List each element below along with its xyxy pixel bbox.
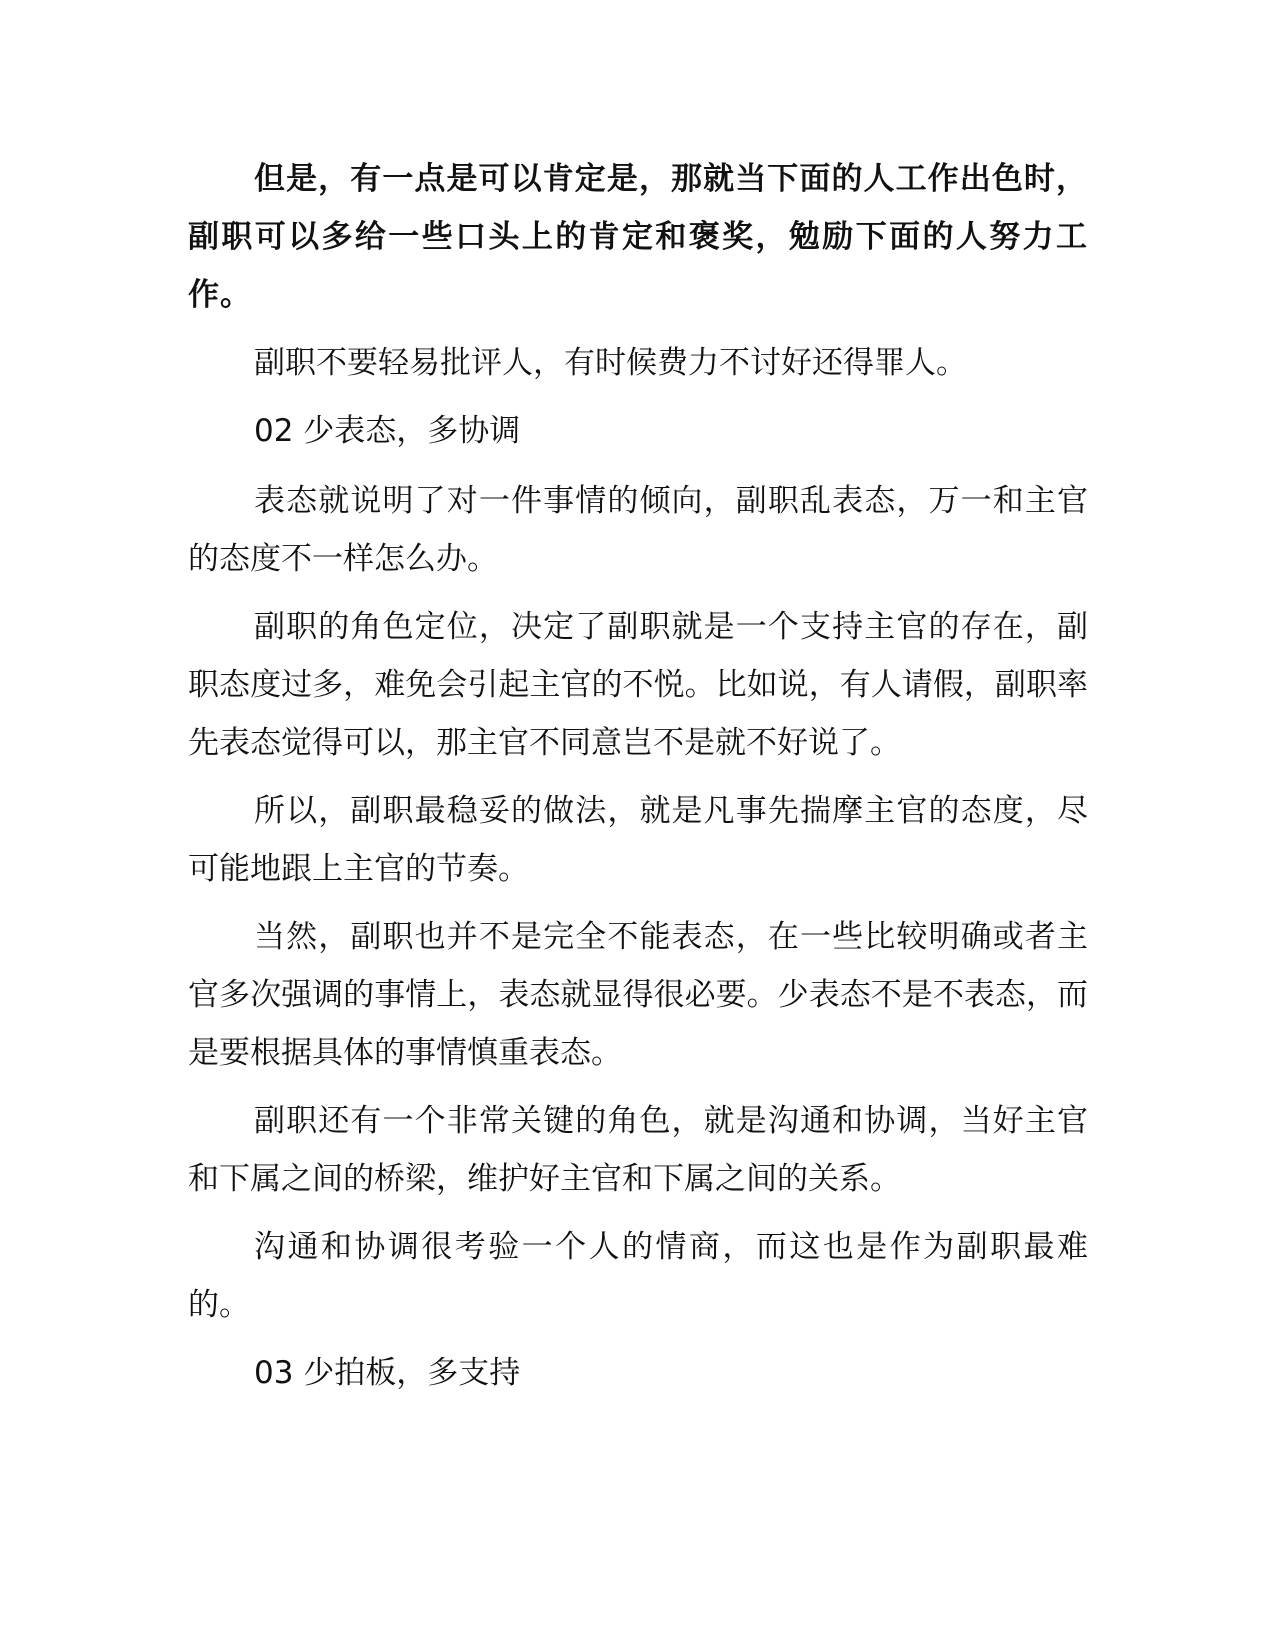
paragraph-safe-approach: 所以，副职最稳妥的做法，就是凡事先揣摩主官的态度，尽可能地跟上主官的节奏。 — [188, 793, 1088, 887]
paragraph-when-to-state: 当然，副职也并不是完全不能表态，在一些比较明确或者主官多次强调的事情上，表态就显得很必要。少表态不是不表态，而是要根据具体的事情慎重表态。 — [188, 919, 1088, 1071]
paragraph-praise: 但是，有一点是可以肯定是，那就当下面的人工作出色时，副职可以多给一些口头上的肯定和褒奖，勉励下面的人努力工作。 — [188, 161, 1088, 313]
paragraph-stance: 表态就说明了对一件事情的倾向，副职乱表态，万一和主官的态度不一样怎么办。 — [188, 483, 1088, 577]
paragraph-role: 副职的角色定位，决定了副职就是一个支持主官的存在，副职态度过多，难免会引起主官的不悦。比如说，有人请假，副职率先表态觉得可以，那主官不同意岂不是就不好说了。 — [188, 609, 1088, 761]
document-body — [188, 150, 1088, 1414]
paragraph-eq: 沟通和协调很考验一个人的情商，而这也是作为副职最难的。 — [188, 1229, 1088, 1323]
paragraph-coordination: 副职还有一个非常关键的角色，就是沟通和协调，当好主官和下属之间的桥梁，维护好主官和下属之间的关系。 — [188, 1103, 1088, 1197]
section-heading-03: 03 少拍板，多支持 — [254, 1355, 521, 1391]
section-heading-02: 02 少表态，多协调 — [254, 413, 521, 449]
paragraph-criticism: 副职不要轻易批评人，有时候费力不讨好还得罪人。 — [254, 345, 967, 381]
